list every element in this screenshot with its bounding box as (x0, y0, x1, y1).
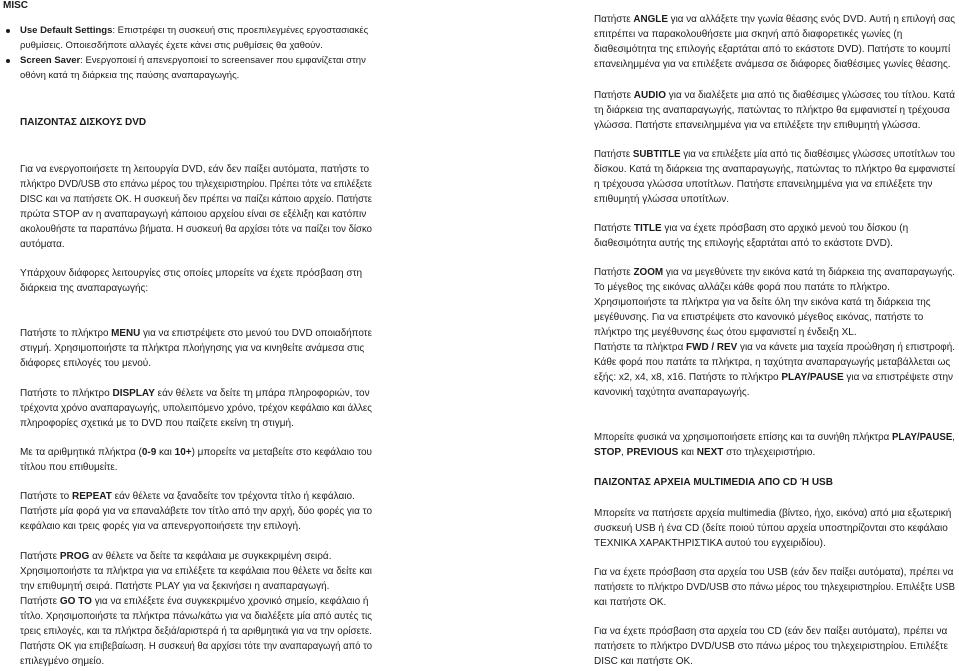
text-line (20, 445, 372, 460)
key-label: STOP (594, 447, 622, 458)
text-line (594, 624, 955, 639)
text-run: για να διαλέξετε μια από τις διαθέσιμες γλώσσες του τίτλου. Κατά (665, 90, 955, 101)
text-line-content (20, 654, 104, 669)
text-line-content (594, 370, 953, 385)
text-line-content (20, 237, 65, 252)
text-run: πατήσετε το πλήκτρο DVD/USB στο πάνω μέρος του τηλεχειριστηρίου. Επιλέξτε (594, 641, 948, 652)
text-line (20, 594, 372, 609)
text-line (20, 192, 372, 207)
text-run: Πατήστε (594, 90, 634, 101)
text-run: και πατήστε OK. (594, 597, 667, 608)
text-run: Πατήστε τα πλήκτρα (594, 342, 687, 353)
key-label: REPEAT (72, 491, 112, 502)
text-run: διάφορες επιλογές του μενού. (20, 358, 152, 369)
key-label: MENU (111, 328, 141, 339)
key-label: 10+ (174, 447, 192, 458)
text-run: εάν θέλετε να δείτε τη μπάρα πληροφοριών, τον (154, 388, 370, 399)
text-run: : Ενεργοποιεί ή απενεργοποιεί το screensaver που εμφανίζεται στην (80, 55, 366, 66)
use-default-settings-item (20, 24, 372, 53)
key-label: NEXT (696, 447, 724, 458)
text-line-content (20, 489, 355, 504)
text-line (20, 326, 372, 341)
text-run: πατήσετε το πλήκτρο DVD/USB στο πάνω μέρος του τηλεχειριστηρίου. Επιλέξτε USB (594, 582, 955, 593)
text-line (20, 69, 372, 84)
text-line (594, 236, 955, 251)
text-run: κεφάλαιο και τρεις φορές για να απενεργοποιήσετε την επιλογή. (20, 521, 301, 532)
text-line (594, 265, 955, 280)
text-line (594, 42, 955, 57)
text-line (20, 609, 372, 624)
text-line-content (20, 356, 151, 371)
text-line-content (594, 521, 948, 536)
text-line (20, 266, 372, 281)
text-line-content (20, 39, 323, 54)
key-label: TITLE (633, 223, 662, 234)
text-line-content (594, 536, 826, 551)
text-run: τρέχοντα χρόνο αναπαραγωγής, υπολειπόμενο χρόνο, τρέχον κεφάλαιο και άλλες (20, 403, 372, 414)
title-key-paragraph (594, 221, 955, 251)
text-line-content (20, 386, 370, 401)
text-line (594, 580, 955, 595)
text-run: ακολουθήστε τα παραπάνω βήματα. Η συσκευή θα αρχίσει τότε να παίζει τον δίσκο (20, 224, 372, 235)
text-line (20, 639, 372, 654)
text-line (20, 416, 372, 431)
text-line (594, 325, 955, 340)
text-run: Πατήστε (20, 596, 60, 607)
text-run: πλήκτρο της μεγέθυνσης έως ότου εμφανιστεί η ένδειξη XL. (594, 327, 857, 338)
zoom-fwd-rev-paragraph (594, 265, 955, 400)
text-run: τίτλου που επιθυμείτε. (20, 462, 118, 473)
text-line (20, 177, 372, 192)
text-line-content (20, 460, 118, 475)
text-line (594, 147, 955, 162)
text-line-content (594, 295, 931, 310)
text-line-content (20, 624, 372, 639)
text-line-content (594, 88, 955, 103)
text-run: αν θέλετε να δείτε τα κεφάλαια με συγκεκριμένη σειρά. (89, 551, 332, 562)
text-line-content (594, 595, 666, 610)
text-run: για να μεγεθύνετε την εικόνα κατά τη διάρκεια της αναπαραγωγής. (663, 267, 955, 278)
numeric-keys-paragraph (20, 445, 372, 475)
angle-key-paragraph (594, 12, 955, 72)
text-run: τη διάρκεια της αναπαραγωγής, πατώντας το πλήκτρο θα εμφανιστεί η τρέχουσα (594, 105, 950, 116)
repeat-key-paragraph (20, 489, 372, 534)
text-line (594, 27, 955, 42)
text-run: Υπάρχουν διάφορες λειτουργίες στις οποίες μπορείτε να έχετε πρόσβαση στη (20, 268, 363, 279)
text-line (594, 12, 955, 27)
text-line (20, 54, 372, 69)
text-line (594, 506, 955, 521)
key-label: AUDIO (633, 90, 666, 101)
text-run: Πατήστε (594, 267, 634, 278)
text-line-content (20, 579, 329, 594)
text-run: Το μέγεθος της εικόνας αλλάζει κάθε φορά που πατάτε το πλήκτρο. (594, 282, 890, 293)
text-run: για να αλλάξετε την γωνία θέασης ενός DVD. Αυτή η επιλογή σας (667, 14, 955, 25)
bullet-icon (6, 29, 10, 33)
text-run: τρεις επιλογές, και τα πλήκτρα δεξιά/αριστερά ή τα αριθμητικά για να την ορίσετε. (20, 626, 372, 637)
text-line (20, 162, 372, 177)
text-line-content (20, 69, 239, 84)
text-line (594, 103, 955, 118)
text-run: για να έχετε πρόσβαση στο αρχικό μενού του δίσκου (η (661, 223, 909, 234)
text-line-content (20, 445, 372, 460)
text-run: πλήκτρο DVD/USB στο επάνω μέρος του τηλεχειριστηρίου. Πρέπει τότε να επιλέξετε (20, 179, 372, 190)
text-line (594, 445, 955, 460)
text-line (594, 177, 955, 192)
key-label: PLAY/PAUSE (781, 372, 844, 383)
text-run: Μπορείτε φυσικά να χρησιμοποιήσετε επίσης και τα συνήθη πλήκτρα (594, 432, 892, 443)
dvd-intro-paragraph (20, 162, 372, 252)
text-line-content (20, 401, 372, 416)
text-run: εάν θέλετε να ξαναδείτε τον τρέχοντα τίτλο ή κεφάλαιο. (111, 491, 355, 502)
text-line-content (594, 221, 908, 236)
text-run: Για να έχετε πρόσβαση στα αρχεία του CD (εάν δεν παίξει αυτόματα), πρέπει να (594, 626, 948, 637)
text-line (594, 57, 955, 72)
text-run: Με τα αριθμητικά πλήκτρα ( (20, 447, 142, 458)
text-run: πληροφορίες σχετικά με το DVD που παίζετε εκείνη τη στιγμή. (20, 418, 294, 429)
text-line-content (594, 103, 950, 118)
key-label: ANGLE (633, 14, 668, 25)
text-line (20, 564, 372, 579)
text-line (594, 340, 955, 355)
text-run: τίτλο. Χρησιμοποιήστε τα πλήκτρα πάνω/κάτω για να διαλέξετε μία από αυτές τις (20, 611, 372, 622)
key-label: SUBTITLE (632, 149, 681, 160)
text-run: επανειλημμένα για να επιλέξετε ανάμεσα σε διάφορες διαθέσιμες γωνίες θέασης. (594, 59, 951, 70)
text-run: διαθεσιμότητα αυτής της επιλογής εξαρτάται από το εκάστοτε DVD). (594, 238, 893, 249)
text-line-content (594, 325, 857, 340)
text-line (594, 370, 955, 385)
section-heading-multimedia: ΠΑΙΖΟΝΤΑΣ ΑΡΧΕΙΑ MULTIMEDIA ΑΠΟ CD Ή USB (594, 477, 833, 488)
text-run: Για να ενεργοποιήσετε τη λειτουργία DVD, εάν δεν παίξει αυτόματα, πατήστε το (20, 164, 370, 175)
text-line-content (594, 445, 815, 460)
text-run: διάρκεια της αναπαραγωγής: (20, 283, 149, 294)
text-run: πρώτα STOP αν η αναπαραγωγή κάποιου αρχείου είναι σε εξέλιξη και κατόπιν (20, 209, 367, 220)
text-line (20, 460, 372, 475)
key-label: PLAY/PAUSE (891, 432, 953, 443)
basic-keys-paragraph (594, 430, 955, 460)
text-run: Πατήστε (594, 223, 634, 234)
text-line (20, 207, 372, 222)
text-run: την επιθυμητή σειρά. Πατήστε PLAY για να ξεκινήσει η αναπαραγωγή. (20, 581, 330, 592)
text-line (20, 519, 372, 534)
text-line (20, 489, 372, 504)
text-line-content (20, 281, 148, 296)
text-line (20, 341, 372, 356)
text-line (20, 654, 372, 669)
text-run: Πατήστε το (20, 491, 73, 502)
text-line-content (594, 565, 953, 580)
text-line-content (594, 654, 693, 669)
text-line (594, 355, 955, 370)
audio-key-paragraph (594, 88, 955, 133)
text-line (20, 624, 372, 639)
text-line-content (20, 177, 372, 192)
text-line (594, 118, 955, 133)
text-line (20, 579, 372, 594)
key-label: Use Default Settings (20, 25, 113, 36)
text-line-content (20, 416, 294, 431)
text-line-content (20, 639, 372, 654)
usb-access-paragraph (594, 565, 955, 610)
text-run: για να επιλέξετε ένα συγκεκριμένο χρονικό σημείο, κεφάλαιο ή (91, 596, 369, 607)
subtitle-key-paragraph (594, 147, 955, 207)
text-line-content (594, 310, 923, 325)
text-line-content (594, 192, 729, 207)
text-run: για να επιστρέψετε στο μενού του DVD οποιαδήποτε (140, 328, 372, 339)
text-line-content (20, 594, 369, 609)
text-run: στιγμή. Χρησιμοποιήστε τα πλήκτρα πλοήγησης για να κινηθείτε ανάμεσα στις (20, 343, 365, 354)
text-line-content (594, 12, 955, 27)
text-run: οθόνη κατά τη διάρκεια της παύσης αναπαραγωγής. (20, 69, 240, 81)
section-heading-dvd: ΠΑΙΖΟΝΤΑΣ ΔΙΣΚΟΥΣ DVD (20, 117, 147, 128)
text-line-content (20, 519, 301, 534)
text-line (20, 24, 372, 39)
text-line (20, 549, 372, 564)
text-run: Για να έχετε πρόσβαση στα αρχεία του USB (εάν δεν παίξει αυτόματα), πρέπει να (594, 567, 954, 578)
text-line-content (20, 609, 372, 624)
text-line-content (594, 162, 955, 177)
text-line (594, 88, 955, 103)
text-line (594, 536, 955, 551)
text-line-content (594, 236, 893, 251)
text-run: η τρέχουσα γλώσσα υποτίτλων. Πατήστε επανειλημμένα για να επιλέξετε την (594, 179, 933, 190)
text-line-content (20, 504, 372, 519)
menu-key-paragraph (20, 326, 372, 371)
text-line-content (20, 54, 366, 69)
text-line-content (20, 207, 366, 222)
text-run: διαθεσιμότητα της επιλογής εξαρτάται από το εκάστοτε DVD). Πατήστε το κουμπί (594, 44, 951, 55)
text-line (20, 39, 372, 54)
text-line-content (20, 192, 372, 207)
text-line (594, 295, 955, 310)
text-run: ΤΕΧΝΙΚΑ ΧΑΡΑΚΤΗΡΙΣΤΙΚΑ αυτού του εγχειριδίου). (594, 538, 826, 549)
text-run: Χρησιμοποιήστε τα πλήκτρα για να επιλέξετε τα κεφάλαια που θέλετε να δείτε και (20, 566, 372, 577)
text-line-content (20, 162, 369, 177)
screen-saver-item (20, 54, 372, 83)
text-line-content (594, 27, 902, 42)
text-line (594, 192, 955, 207)
text-run: ) μπορείτε να μεταβείτε στο κεφάλαιο του (191, 447, 372, 458)
text-run: στο τηλεχειριστήριο. (723, 447, 816, 458)
text-run: επιλεγμένο σημείο. (20, 656, 105, 667)
text-run: Πατήστε (20, 551, 60, 562)
key-label: FWD / REV (686, 342, 738, 353)
text-line-content (594, 639, 948, 654)
text-run: αυτόματα. (20, 239, 65, 250)
text-line-content (594, 340, 955, 355)
text-run: επιτρέπει να παρακολουθήσετε μια σκηνή από διαφορετικές γωνίες (η (594, 29, 903, 40)
key-label: Screen Saver (20, 55, 81, 66)
text-run: DISC και να πατήσετε OK. Η συσκευή δεν πρέπει να παίζει κάποιο αρχείο. Πατήστε (20, 194, 372, 205)
text-run: Χρησιμοποιήστε τα πλήκτρα για να δείτε όλη την εικόνα κατά τη διάρκεια της (594, 297, 931, 308)
text-line (594, 280, 955, 295)
text-line-content (594, 177, 932, 192)
text-line-content (594, 355, 950, 370)
text-line-content (594, 430, 955, 445)
text-run: δίσκου. Κατά τη διάρκεια της αναπαραγωγής, πατώντας το πλήκτρο θα εμφανιστεί (594, 164, 955, 175)
text-run: Μπορείτε να πατήσετε αρχεία multimedia (βίντεο, ήχο, εικόνα) από μια εξωτερική (594, 508, 952, 519)
text-run: και (156, 447, 175, 458)
text-line (594, 639, 955, 654)
text-line-content (594, 265, 955, 280)
text-line-content (20, 24, 368, 39)
text-run: , (621, 447, 627, 458)
text-run: γλώσσα. Πατήστε επανειλημμένα για να επιλέξετε την επιθυμητή γλώσσα. (594, 120, 921, 131)
text-line (20, 237, 372, 252)
text-run: Κάθε φορά που πατάτε τα πλήκτρα, η ταχύτητα αναπαραγωγής μεταβάλλεται ως (594, 357, 951, 368)
text-line (594, 595, 955, 610)
prog-goto-paragraph (20, 549, 372, 669)
text-line-content (594, 385, 750, 400)
text-line-content (20, 341, 364, 356)
text-run: εξής: x2, x4, x8, x16. Πατήστε το πλήκτρο (594, 372, 782, 383)
text-run: Πατήστε OK για επιβεβαίωση. Η συσκευή θα αρχίσει τότε την αναπαραγωγή από το (20, 641, 372, 652)
text-line (20, 401, 372, 416)
text-run: επιθυμητή γλώσσα υποτίτλων. (594, 194, 729, 205)
text-run: Πατήστε (594, 14, 634, 25)
key-label: PROG (59, 551, 90, 562)
text-run: για να επιλέξετε μία από τις διαθέσιμες γλώσσες υποτίτλων του (680, 149, 955, 160)
text-line-content (594, 42, 950, 57)
text-line-content (594, 506, 951, 521)
key-label: DISPLAY (112, 388, 155, 399)
text-line-content (594, 118, 921, 133)
text-run: για να επιστρέψετε στην (843, 372, 954, 383)
text-run: Πατήστε (594, 149, 633, 160)
text-run: Πατήστε το πλήκτρο (20, 388, 113, 399)
multimedia-intro-paragraph (594, 506, 955, 551)
text-line (594, 565, 955, 580)
text-line (20, 356, 372, 371)
text-line (594, 162, 955, 177)
key-label: ZOOM (633, 267, 664, 278)
text-run: για να κάνετε μια ταχεία προώθηση ή επιστροφή. (737, 342, 955, 353)
text-line (594, 310, 955, 325)
text-run: ρυθμίσεις. Οποιεσδήποτε αλλαγές έχετε κάνει στις ρυθμίσεις θα χαθούν. (20, 39, 323, 51)
text-line (594, 654, 955, 669)
text-line (594, 221, 955, 236)
key-label: 0-9 (141, 447, 157, 458)
text-run: συσκευή USB ή ένα CD (δείτε ποιού τύπου αρχεία υποστηρίζονται στο κεφάλαιο (594, 523, 948, 534)
playback-functions-paragraph (20, 266, 372, 296)
text-line (20, 281, 372, 296)
text-line (594, 385, 955, 400)
text-run: Πατήστε το πλήκτρο (20, 328, 112, 339)
key-label: GO TO (59, 596, 92, 607)
display-key-paragraph (20, 386, 372, 431)
text-line-content (20, 326, 372, 341)
text-line (20, 222, 372, 237)
text-run: : Επιστρέφει τη συσκευή στις προεπιλεγμένες εργοστασιακές (112, 25, 369, 36)
text-line (594, 430, 955, 445)
text-line-content (20, 564, 372, 579)
text-run: DISC και πατήστε OK. (594, 656, 693, 667)
text-line-content (594, 624, 947, 639)
text-line-content (594, 147, 955, 162)
text-run: μεγέθυνσης. Για να επιστρέψετε στο κανονικό μέγεθος εικόνας, πατήστε το (594, 312, 924, 323)
text-line-content (20, 222, 372, 237)
text-line (594, 521, 955, 536)
text-line-content (20, 266, 362, 281)
bullet-icon (6, 59, 10, 63)
text-line-content (594, 580, 955, 595)
key-label: PREVIOUS (626, 447, 679, 458)
text-run: , (952, 432, 955, 443)
text-line-content (594, 57, 951, 72)
text-line-content (594, 280, 890, 295)
text-line (20, 504, 372, 519)
text-run: κανονική ταχύτητα αναπαραγωγής. (594, 387, 750, 398)
text-line (20, 386, 372, 401)
text-run: και (678, 447, 697, 458)
cd-access-paragraph (594, 624, 955, 669)
section-title-misc: MISC (3, 0, 28, 11)
text-run: Πατήστε μία φορά για να επαναλάβετε τον τίτλο από την αρχή, δύο φορές για το (20, 506, 372, 517)
text-line-content (20, 549, 332, 564)
